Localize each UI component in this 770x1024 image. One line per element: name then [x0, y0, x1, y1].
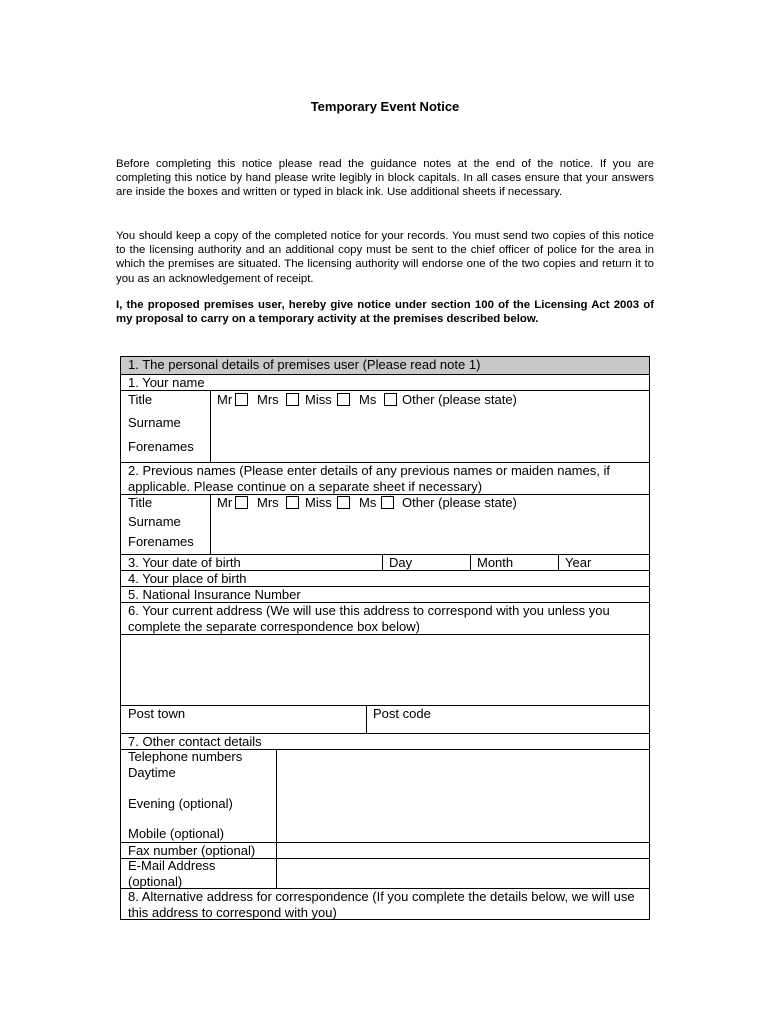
previous-miss-label: Miss [305, 495, 332, 510]
other-contact-label: 7. Other contact details [128, 734, 262, 749]
ms-label: Ms [359, 392, 377, 407]
previous-surname-label: Surname [128, 514, 181, 529]
mrs-checkbox[interactable] [286, 393, 299, 406]
previous-mrs-label: Mrs [257, 495, 279, 510]
dob-day-field[interactable]: Day [389, 555, 413, 570]
email-optional-label: (optional) [128, 874, 183, 889]
previous-other-title-label: Other (please state) [402, 495, 517, 510]
current-address-label: 6. Your current address (We will use this address to correspond with you unless you complete the separate correspondence box below) [128, 603, 610, 634]
mr-checkbox[interactable] [235, 393, 248, 406]
alternative-address-label: 8. Alternative address for correspondence (If you complete the details below, we will use this address to correspond with you) [128, 889, 635, 920]
place-of-birth-label: 4. Your place of birth [128, 571, 247, 586]
mr-label: Mr [217, 392, 233, 407]
section-1-header: 1. The personal details of premises user (Please read note 1) [128, 357, 481, 372]
mobile-label: Mobile (optional) [128, 826, 225, 841]
forenames-label: Forenames [128, 439, 194, 454]
ms-checkbox[interactable] [384, 393, 397, 406]
date-of-birth-label: 3. Your date of birth [128, 555, 241, 570]
surname-label: Surname [128, 415, 181, 430]
previous-miss-checkbox[interactable] [337, 496, 350, 509]
contact-input-area[interactable] [277, 750, 649, 888]
your-name-label: 1. Your name [128, 375, 205, 390]
previous-title-label: Title [128, 495, 153, 510]
title-label: Title [128, 392, 153, 407]
post-code-label: Post code [373, 706, 431, 721]
previous-mr-checkbox[interactable] [235, 496, 248, 509]
post-town-label: Post town [128, 706, 186, 721]
dob-month-field[interactable]: Month [477, 555, 514, 570]
mrs-label: Mrs [257, 392, 279, 407]
evening-label: Evening (optional) [128, 796, 233, 811]
intro-paragraph-declaration: I, the proposed premises user, hereby give notice under section 100 of the Licensing Act 2003 of my proposal to carry on a temporary activity at the premises described below. [116, 299, 654, 326]
previous-ms-label: Ms [359, 495, 377, 510]
page-title: Temporary Event Notice [310, 99, 460, 114]
previous-mr-label: Mr [217, 495, 233, 510]
other-title-label: Other (please state) [402, 392, 517, 407]
intro-paragraph-guidance: Before completing this notice please read the guidance notes at the end of the notice. If you are completing this notice by hand please write legibly in block capitals. In all cases ensure that your answers are inside the boxes and written or typed in black ink. Use additional sheets if necessary. [116, 158, 654, 199]
daytime-label: Daytime [128, 765, 176, 780]
previous-ms-checkbox[interactable] [381, 496, 394, 509]
dob-year-field[interactable]: Year [565, 555, 592, 570]
previous-forenames-label: Forenames [128, 534, 194, 549]
telephone-label: Telephone numbers [128, 749, 243, 764]
fax-label: Fax number (optional) [128, 843, 256, 858]
miss-label: Miss [305, 392, 332, 407]
email-label: E-Mail Address [128, 858, 216, 873]
previous-mrs-checkbox[interactable] [286, 496, 299, 509]
national-insurance-label: 5. National Insurance Number [128, 587, 301, 602]
previous-names-label: 2. Previous names (Please enter details of any previous names or maiden names, if applicable. Please continue on a separate sheet if necessary) [128, 463, 610, 494]
intro-paragraph-copies: You should keep a copy of the completed notice for your records. You must send two copies of this notice to the licensing authority and an additional copy must be sent to the chief officer of police for the area in which the premises are situated. The licensing authority will endorse one of the two copies and return it to you as an acknowledgement of receipt. [116, 230, 654, 285]
miss-checkbox[interactable] [337, 393, 350, 406]
address-input-area[interactable] [121, 635, 649, 705]
